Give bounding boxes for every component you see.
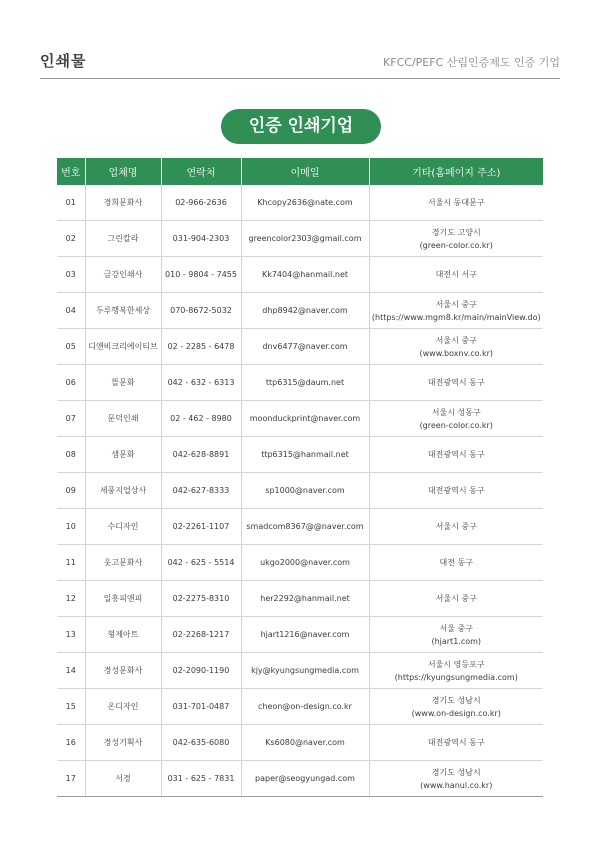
address: 대전광역시 동구 [427,486,485,495]
row-number: 16 [57,725,85,761]
email-address: Khcopy2636@nate.com [241,185,369,221]
etc-cell [369,509,543,545]
etc-cell [369,293,543,329]
company-name: 세풍지업상사 [85,473,161,509]
company-name: 경희문화사 [85,185,161,221]
page-banner: 인증 인쇄기업 [221,109,381,144]
row-number: 13 [57,617,85,653]
email-address: smadcom8367@@naver.com [241,509,369,545]
email-address: ttp6315@daum.net [241,365,369,401]
homepage: (https://kyungsungmedia.com) [394,672,518,682]
homepage: (hjart1.com) [431,636,482,646]
etc-cell [369,617,543,653]
table-row [57,437,543,473]
address: 경기도 고양시 [431,227,481,237]
company-name: 온디자인 [85,689,161,725]
etc-cell [369,365,543,401]
table-row [57,653,543,689]
table-row [57,293,543,329]
address: 대전광역시 동구 [427,738,485,747]
table-row [57,221,543,257]
company-name: 디앤비크리에이티브 [85,329,161,365]
phone-number: 042 - 625 - 5514 [161,545,241,581]
email-address: Kk7404@hanmail.net [241,257,369,293]
company-name: 금강인쇄사 [85,257,161,293]
homepage: (www.on-design.co.kr) [411,708,501,718]
company-name: 수디자인 [85,509,161,545]
row-number: 06 [57,365,85,401]
table-row [57,761,543,797]
etc-cell [369,581,543,617]
phone-number: 02-2275-8310 [161,581,241,617]
email-address: paper@seogyungad.com [241,761,369,797]
etc-cell [369,257,543,293]
address: 서울시 중구 [435,299,477,309]
address: 경기도 성남시 [431,695,481,705]
phone-number: 042-628-8891 [161,437,241,473]
phone-number: 031 - 625 - 7831 [161,761,241,797]
header-subtitle: KFCC/PEFC 산림인증제도 인증 기업 [383,56,560,69]
phone-number: 042 - 632 - 6313 [161,365,241,401]
row-number: 08 [57,437,85,473]
etc-cell [369,725,543,761]
phone-number: 042-627-8333 [161,473,241,509]
col-header-etc: 기타(홈페이지 주소) [369,158,543,185]
row-number: 12 [57,581,85,617]
col-header-email: 이메일 [241,158,369,185]
homepage: (green-color.co.kr) [419,240,493,250]
phone-number: 010 - 9804 - 7455 [161,257,241,293]
row-number: 07 [57,401,85,437]
section-title: 인쇄물 [40,52,87,70]
email-address: ttp6315@hanmail.net [241,437,369,473]
homepage: (www.boxnv.co.kr) [419,348,493,358]
address: 서울시 중구 [435,594,477,603]
company-name: 문덕인쇄 [85,401,161,437]
row-number: 02 [57,221,85,257]
table-row [57,257,543,293]
phone-number: 031-701-0487 [161,689,241,725]
company-table [57,158,543,797]
email-address: her2292@hanmail.net [241,581,369,617]
address: 서울시 영등포구 [427,659,485,669]
etc-cell [369,473,543,509]
etc-cell [369,401,543,437]
address: 서울시 중구 [435,335,477,345]
email-address: hjart1216@naver.com [241,617,369,653]
table-row [57,365,543,401]
company-name: 웃고문화사 [85,545,161,581]
company-name: 샘문화 [85,437,161,473]
table-row [57,725,543,761]
address: 경기도 성남시 [431,767,481,777]
table-row [57,545,543,581]
row-number: 09 [57,473,85,509]
address: 서울시 중구 [435,522,477,531]
phone-number: 02 - 2285 - 6478 [161,329,241,365]
table-row [57,581,543,617]
etc-cell [369,185,543,221]
address: 서울 중구 [439,623,473,633]
row-number: 17 [57,761,85,797]
row-number: 01 [57,185,85,221]
address: 서울시 성동구 [431,407,481,417]
etc-cell [369,545,543,581]
email-address: kjy@kyungsungmedia.com [241,653,369,689]
address: 대전광역시 동구 [427,378,485,387]
etc-cell [369,689,543,725]
table-row [57,509,543,545]
company-name: 뜰문화 [85,365,161,401]
company-name: 형제아트 [85,617,161,653]
table-row [57,185,543,221]
company-name: 경성문화사 [85,653,161,689]
col-header-name: 업체명 [85,158,161,185]
col-header-phone: 연락처 [161,158,241,185]
table-row [57,473,543,509]
col-header-no: 번호 [57,158,85,185]
phone-number: 042-635-6080 [161,725,241,761]
address: 서울시 동대문구 [427,198,485,207]
email-address: ukgo2000@naver.com [241,545,369,581]
company-name: 서경 [85,761,161,797]
email-address: sp1000@naver.com [241,473,369,509]
phone-number: 02-2261-1107 [161,509,241,545]
address: 대전 동구 [439,558,473,567]
table-row [57,329,543,365]
etc-cell [369,329,543,365]
row-number: 03 [57,257,85,293]
page-header [40,44,560,78]
etc-cell [369,437,543,473]
email-address: dhp8942@naver.com [241,293,369,329]
email-address: cheon@on-design.co.kr [241,689,369,725]
etc-cell [369,653,543,689]
header-divider [40,78,560,79]
row-number: 11 [57,545,85,581]
address: 대전시 서구 [435,270,477,279]
etc-cell [369,761,543,797]
phone-number: 02-2268-1217 [161,617,241,653]
email-address: Ks6080@naver.com [241,725,369,761]
table-row [57,617,543,653]
table-row [57,689,543,725]
email-address: dnv6477@naver.com [241,329,369,365]
address: 대전광역시 동구 [427,450,485,459]
phone-number: 02-2090-1190 [161,653,241,689]
email-address: moonduckprint@naver.com [241,401,369,437]
email-address: greencolor2303@gmail.com [241,221,369,257]
phone-number: 02-966-2636 [161,185,241,221]
phone-number: 070-8672-5032 [161,293,241,329]
company-name: 두루행복한세상 [85,293,161,329]
row-number: 14 [57,653,85,689]
homepage: (green-color.co.kr) [419,420,493,430]
company-name: 경성기획사 [85,725,161,761]
row-number: 15 [57,689,85,725]
row-number: 05 [57,329,85,365]
homepage: (https://www.mgm8.kr/main/mainView.do) [371,312,541,322]
phone-number: 02 - 462 - 8980 [161,401,241,437]
company-name: 그린칼라 [85,221,161,257]
row-number: 04 [57,293,85,329]
table-row [57,401,543,437]
etc-cell [369,221,543,257]
phone-number: 031-904-2303 [161,221,241,257]
row-number: 10 [57,509,85,545]
table-body [57,185,543,797]
company-name: 일흥피앤피 [85,581,161,617]
table-header-row [57,158,543,185]
homepage: (www.hanul.co.kr) [420,780,493,790]
